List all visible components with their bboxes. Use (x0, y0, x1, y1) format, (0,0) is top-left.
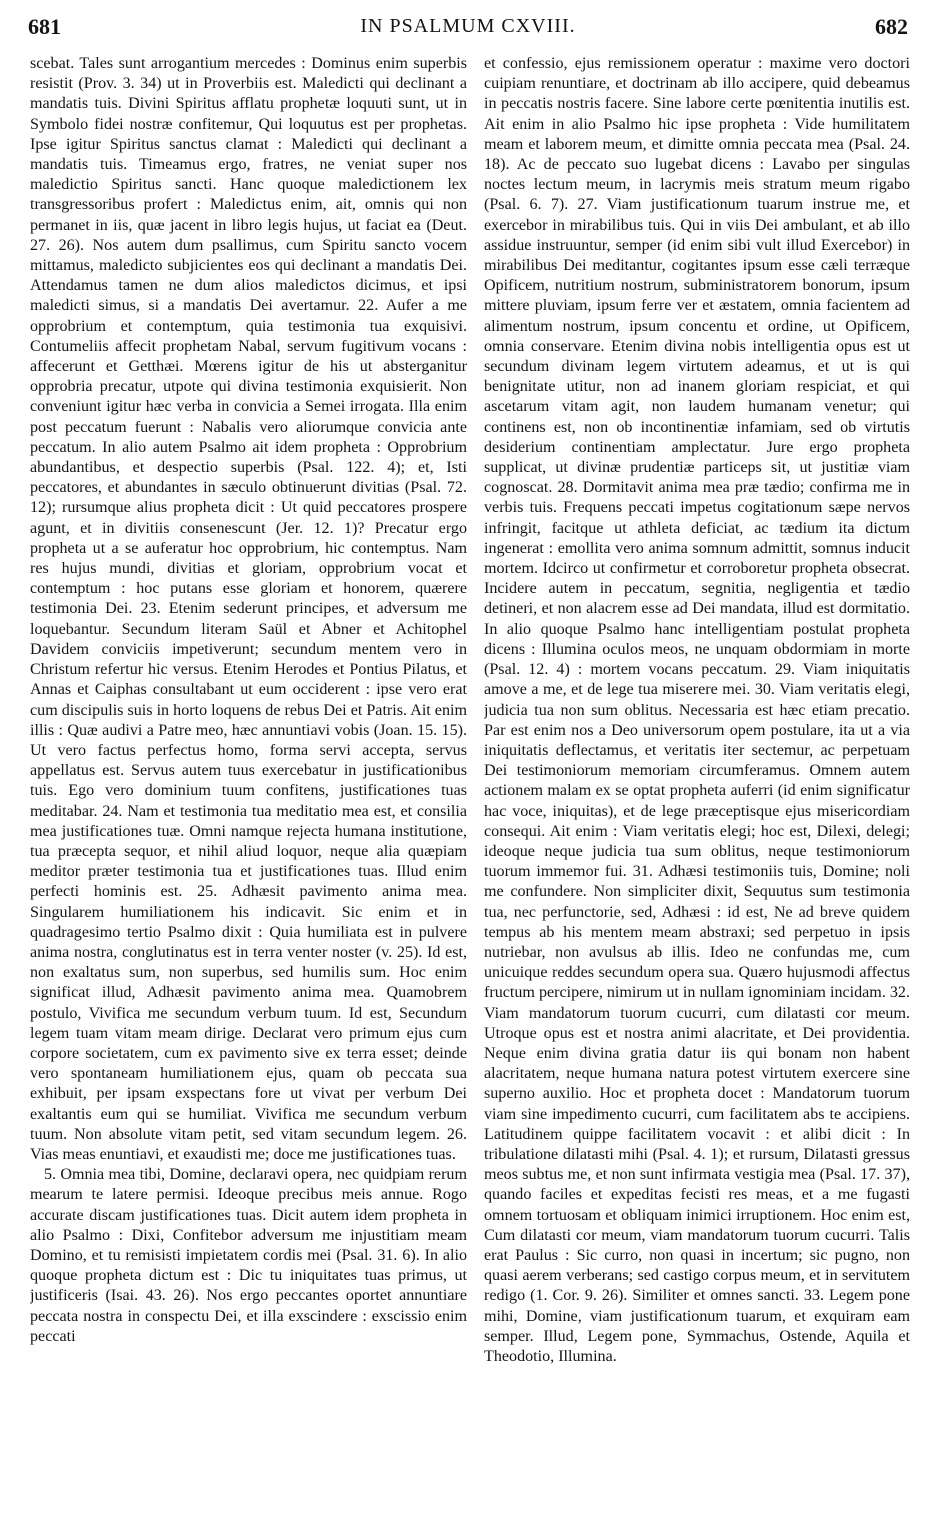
running-title: IN PSALMUM CXVIII. (360, 15, 576, 37)
page-header (28, 10, 908, 44)
paragraph: scebat. Tales sunt arrogantium mercedes : Dominus enim superbis resistit (Prov. 3. 34) ut in Proverbiis est. Maledicti qui declinant a mandatis tuis. Divini Spiritus afflatu prophetæ loquuti sunt, ut in Symbolo fidei nostræ confitemur, Qui loquutus est per prophetas. Ipse igitur Spiritus sanctus clamat : Maledicti qui declinant a mandatis tuis. Timeamus ergo, fratres, ne veniat super nos maledictio Spiritus sancti. Hanc quoque maledictionem lex transgressoribus profert : Maledictus enim, ait, omnis qui non permanet in iis, quæ jacent in libro legis hujus, ut faciat ea (Deut. 27. 26). Nos autem dum psallimus, cum Spiritu sancto vocem mittamus, maledicto subjicientes eos qui declinant a mandatis Dei. Attendamus tamen ne dum alios maledictos dicimus, et ipsi maledicti simus, si a mandatis Dei avertamur. 22. Aufer a me opprobrium et contemptum, quia testimonia tua exquisivi. Contumeliis affecit prophetam Nabal, servum fugitivum vocans : affecerunt et Getthæi. Mœrens igitur de his ut absterganitur opprobria precatur, utpote qui divina testimonia exquisierit. Non conveniunt igitur hæc verba in convicia a Semei irrogata. Illa enim post peccatum fuerunt : Nabalis vero aliorumque convicia ante peccatum. In alio autem Psalmo ait idem propheta : Opprobrium abundantibus, et despectio superbis (Psal. 122. 4); et, Isti peccatores, et abundantes in sæculo obtinuerunt divitias (Psal. 72. 12); rursumque alius propheta dicit : Ut quid peccatores prospere agunt, et in divitiis consenescunt (Jer. 12. 1)? Precatur ergo propheta ut a se auferatur hoc opprobrium, hic contemptus. Nam res hujus mundi, divitias et gloriam, opprobrium vocat et contemptum : hoc putans esse gloriam et honorem, quærere testimonia Dei. 23. Etenim sederunt principes, et adversum me loquebantur. Secundum literam Saül et Abner et Achitophel Davidem conviciis impetiverunt; secundum mentem vero in Christum refertur hic versus. Etenim Herodes et Pontius Pilatus, et Annas et Caiphas consultabant ut eum occiderent : ipse vero erat cum discipulis suis in horto loquens de rebus Dei et Patris. Ait enim illis : Quæ audivi a Patre meo, hæc annuntiavi vobis (Joan. 15. 15). Ut vero factus perfectus homo, forma servi accepta, servus appellatus est. Servus autem tuus exercebatur in justificationibus tuis. Ego vero dominium tuum confitens, justificationes tuas meditabar. 24. Nam et testimonia tua meditatio mea est, et consilia mea justificationes tuæ. Omni namque rejecta humana institutione, tua præcepta sequor, et nihil aliud loquor, neque alia quæpiam meditor præter testimonia tua et justificationes tuas. Illud enim perfecti hominis est. 25. Adhæsit pavimento anima mea. Singularem humiliationem his indicavit. Sic enim et in quadragesimo tertio Psalmo dixit : Quia humiliata est in pulvere anima nostra, conglutinatus est in terra venter noster (v. 25). Id est, non exaltatus sum, non superbus, sed humilis sum. Hoc enim significat illud, Adhæsit pavimento anima mea. Quamobrem postulo, Vivifica me secundum verbum tuum. Id est, Secundum legem tuam vitam meam dirige. Declarat vero primum ejus cum corpore societatem, cum ex pavimento sive ex terra esset; deinde vero spontaneam humiliationem ejus, quam ob peccata sua exhibuit, per ipsam exspectans fore ut vivat per verbum Dei exaltantis eum qui se humiliat. Vivifica me secundum verbum tuum. Non absolute vitam petit, sed vitam secundum legem. 26. Vias meas enuntiavi, et exaudisti me; doce me justificationes tuas. (30, 55, 467, 1163)
text-column-right (484, 54, 910, 1536)
paragraph: 5. Omnia mea tibi, Domine, declaravi opera, nec quidpiam rerum mearum te latere permisi. Ideoque precibus meis annue. Rogo accurate discam justificationes tuas. Dicit autem idem propheta in alio Psalmo : Dixi, Confitebor adversum me injustitiam meam Domino, et tu remisisti impietatem cordis mei (Psal. 31. 6). In alio quoque propheta dictum est : Dic tu iniquitates tuas primus, ut justificeris (Isai. 43. 26). Nos ergo peccantes oportet annuntiare peccata nostra in conspectu Dei, et illa exscindere : exscissio enim peccati (30, 1166, 467, 1345)
paragraph: et confessio, ejus remissionem operatur : maxime vero doctori cuipiam renuntiare, et doctrinam ab illo accipere, quid debeamus in peccatis nostris facere. Sine labore certe pœnitentia inutilis est. Ait enim in alio Psalmo hic ipse propheta : Vide humilitatem meam et laborem meum, et dimitte omnia peccata mea (Psal. 24. 18). Ac de peccato suo lugebat dicens : Lavabo per singulas noctes lectum meum, in lacrymis meis stratum meum rigabo (Psal. 6. 7). 27. Viam justificationum tuarum instrue me, et exercebor in mirabilibus tuis. Qui in viis Dei ambulant, et ab illo assidue instruuntur, semper (id enim sibi vult illud Exercebor) in mirabilibus Dei meditantur, cogitantes ipsum esse cæli terræque Opificem, nutritium nostrum, subministratorem bonorum, ipsum mittere pluviam, ipsum ferre ver et æstatem, omnia facientem ad alimentum nostrum, ipsum concentu et ordine, ut Opificem, omnia conservare. Etenim divina nobis intelligentia opus est ut secundum divinam legem virtutem adeamus, et ut is qui benignitate utitur, non ad inanem gloriam respiciat, et qui ascetarum vitam agit, non laudem humanam venetur; qui continens est, non ob incontinentiæ infamiam, sed ob virtutis desiderium continentiam amplectatur. Jure ergo propheta supplicat, ut divinæ prudentiæ particeps sit, ut justitiæ viam cognoscat. 28. Dormitavit anima mea præ tædio; confirma me in verbis tuis. Frequens peccati impetus cogitationum sæpe nervos infringit, facitque ut athleta deficiat, ac tædium ita dictum ingenerat : emollita vero anima somnum admittit, somnus inducit mortem. Idcirco ut confirmetur et corroboretur propheta obsecrat. Incidere autem in peccatum, segnitia, negligentia et tædio detineri, et non alacrem esse ad Dei mandata, illud est dormitatio. In alio quoque Psalmo hanc intelligentiam postulat propheta dicens : Illumina oculos meos, ne unquam obdormiam in morte (Psal. 12. 4) : mortem vocans peccatum. 29. Viam iniquitatis amove a me, et de lege tua miserere mei. 30. Viam veritatis elegi, judicia tua non sum oblitus. Necessaria est hæc etiam precatio. Par est enim nos a Deo universorum opem postulare, ita ut a via iniquitatis deflectamus, et veritatis iter sectemur, ac perpetuam Dei testimoniorum memoriam circumferamus. Omnem autem actionem malam ex se optat propheta auferri (id enim significatur hac voce, iniquitas), et de lege præceptisque ejus misericordiam consequi. Ait enim : Viam veritatis elegi; hoc est, Dilexi, delegi; ideoque neque judicia tua sum oblitus, neque testimoniorum tuorum immemor fui. 31. Adhæsi testimoniis tuis, Domine; noli me confundere. Non simpliciter dixit, Sequutus sum testimonia tua, nec perfunctorie, sed, Adhæsi : id est, Ne ad breve quidem tempus ab his mentem meam abstraxi; sed perpetuo in ipsis nutriebar, non avulsus ab illis. Ideo ne confundas me, cum unicuique reddes secundum opera sua. Quæro hujusmodi affectus fructum percipere, nimirum ut in nullam ignominiam incidam. 32. Viam mandatorum tuorum cucurri, cum dilatasti cor meum. Utroque opus est et nostra animi alacritate, et Dei providentia. Neque enim divina gratia datur iis qui bonam non habent alacritatem, neque humana natura potest virtutem exercere sine superno auxilio. Hoc et propheta docet : Mandatorum tuorum viam sine impedimento cucurri, cum facilitatem abs te accipiens. Latitudinem quippe facilitatem vocavit : et alibi dicit : In tribulatione dilatasti mihi (Psal. 4. 1); et rursum, Dilatasti gressus meos subtus me, et non sunt infirmata vestigia mea (Psal. 17. 37), quando faciles et expeditas fecisti res meas, et a me fugasti omnem tortuosam et obliquam inimici irruptionem. Hoc enim est, Cum dilatasti cor meum, viam mandatorum tuorum cucurri. Talis erat Paulus : Sic curro, non quasi in incertum; sic pugno, non quasi aerem verberans; sed castigo corpus meum, et in servitutem redigo (1. Cor. 9. 26). Similiter et omnes sancti. 33. Legem pone mihi, Domine, viam justificationum tuarum, et exquiram eam semper. Illud, Legem pone, Symmachus, Ostende, Aquila et Theodotio, Illumina. (484, 55, 910, 1365)
page-number-left: 681 (28, 14, 61, 39)
text-column-left (30, 54, 467, 1536)
page-number-right: 682 (875, 14, 908, 39)
